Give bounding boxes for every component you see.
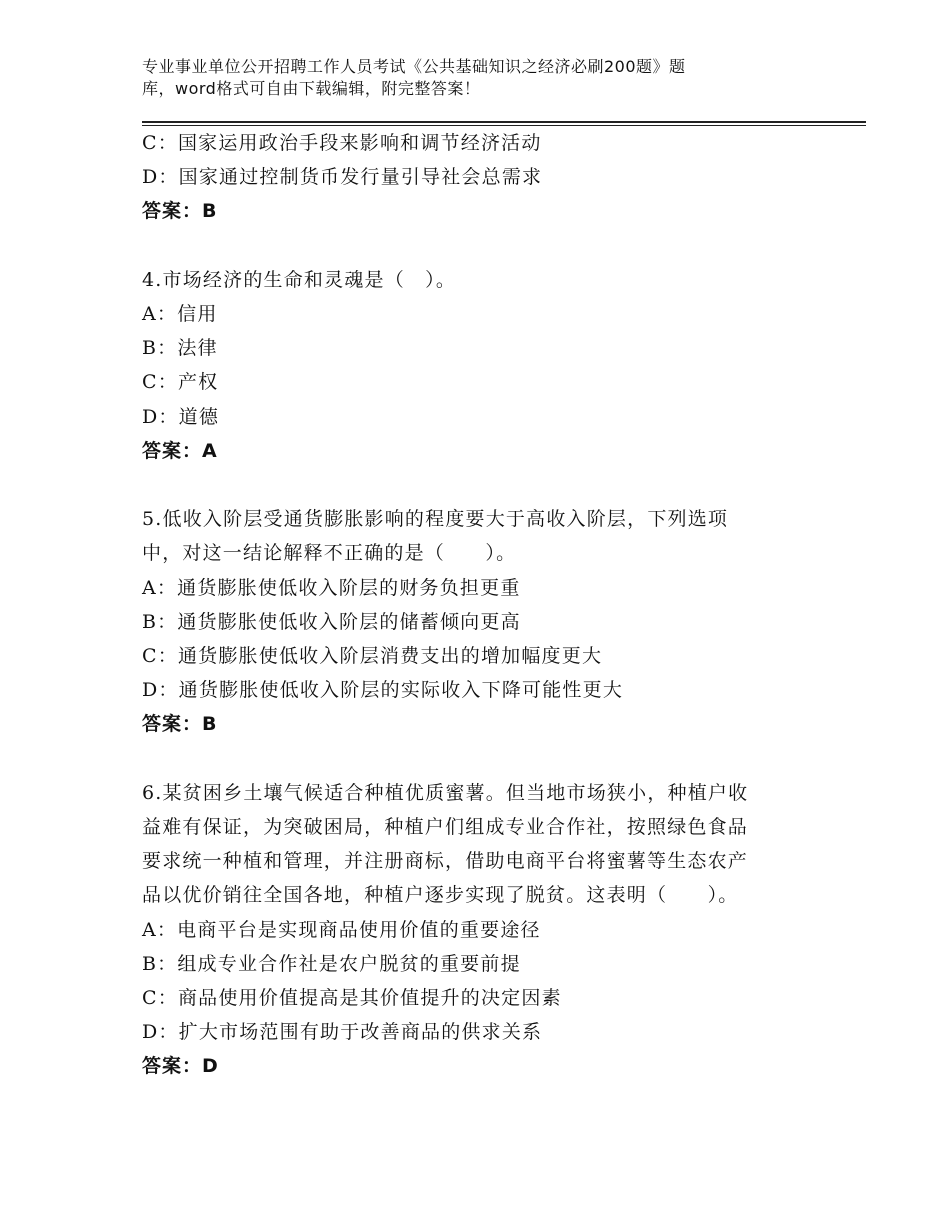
question-spacer bbox=[142, 229, 822, 263]
question-4 bbox=[142, 263, 822, 468]
question-5 bbox=[142, 502, 822, 741]
option-d: D：扩大市场范围有助于改善商品的供求关系 bbox=[142, 1021, 543, 1044]
document-header bbox=[142, 56, 782, 100]
option-b: B：通货膨胀使低收入阶层的储蓄倾向更高 bbox=[142, 610, 521, 633]
header-title-line-1: 专业事业单位公开招聘工作人员考试《公共基础知识之经济必刷200题》题 bbox=[142, 57, 686, 76]
question-stem-line-3: 要求统一种植和管理，并注册商标，借助电商平台将蜜薯等生态农产 bbox=[142, 850, 749, 873]
header-title-line-2: 库，word格式可自由下载编辑，附完整答案！ bbox=[142, 79, 481, 98]
header-divider-thick bbox=[142, 121, 866, 123]
option-c: C：商品使用价值提高是其价值提升的决定因素 bbox=[142, 987, 562, 1010]
answer: 答案：B bbox=[142, 200, 218, 223]
answer: 答案：A bbox=[142, 439, 218, 462]
question-spacer bbox=[142, 468, 822, 502]
question-stem-line-4: 品以优价销往全国各地，种植户逐步实现了脱贫。这表明（ ）。 bbox=[142, 884, 739, 907]
question-3 bbox=[142, 126, 822, 229]
option-d: D：国家通过控制货币发行量引导社会总需求 bbox=[142, 166, 543, 189]
question-stem-line-1: 5.低收入阶层受通货膨胀影响的程度要大于高收入阶层，下列选项 bbox=[142, 508, 729, 531]
option-c: C：产权 bbox=[142, 371, 219, 394]
question-list bbox=[142, 126, 822, 1084]
answer: 答案：B bbox=[142, 713, 218, 736]
question-stem-line-2: 中，对这一结论解释不正确的是（ ）。 bbox=[142, 542, 517, 565]
option-c: C：国家运用政治手段来影响和调节经济活动 bbox=[142, 132, 542, 154]
option-b: B：法律 bbox=[142, 337, 218, 360]
option-b: B：组成专业合作社是农户脱贫的重要前提 bbox=[142, 952, 521, 975]
question-stem: 4.市场经济的生命和灵魂是（ ）。 bbox=[142, 268, 457, 291]
question-stem-line-1: 6.某贫困乡土壤气候适合种植优质蜜薯。但当地市场狭小，种植户收 bbox=[142, 781, 749, 804]
option-a: A：信用 bbox=[142, 303, 218, 325]
option-a: A：通货膨胀使低收入阶层的财务负担更重 bbox=[142, 576, 521, 599]
option-a: A：电商平台是实现商品使用价值的重要途径 bbox=[142, 918, 541, 941]
answer: 答案：D bbox=[142, 1055, 219, 1078]
question-6 bbox=[142, 776, 822, 1084]
option-d: D：道德 bbox=[142, 405, 220, 428]
question-stem-line-2: 益难有保证，为突破困局，种植户们组成专业合作社，按照绿色食品 bbox=[142, 816, 749, 839]
question-spacer bbox=[142, 742, 822, 776]
option-d: D：通货膨胀使低收入阶层的实际收入下降可能性更大 bbox=[142, 679, 624, 702]
option-c: C：通货膨胀使低收入阶层消费支出的增加幅度更大 bbox=[142, 645, 603, 668]
